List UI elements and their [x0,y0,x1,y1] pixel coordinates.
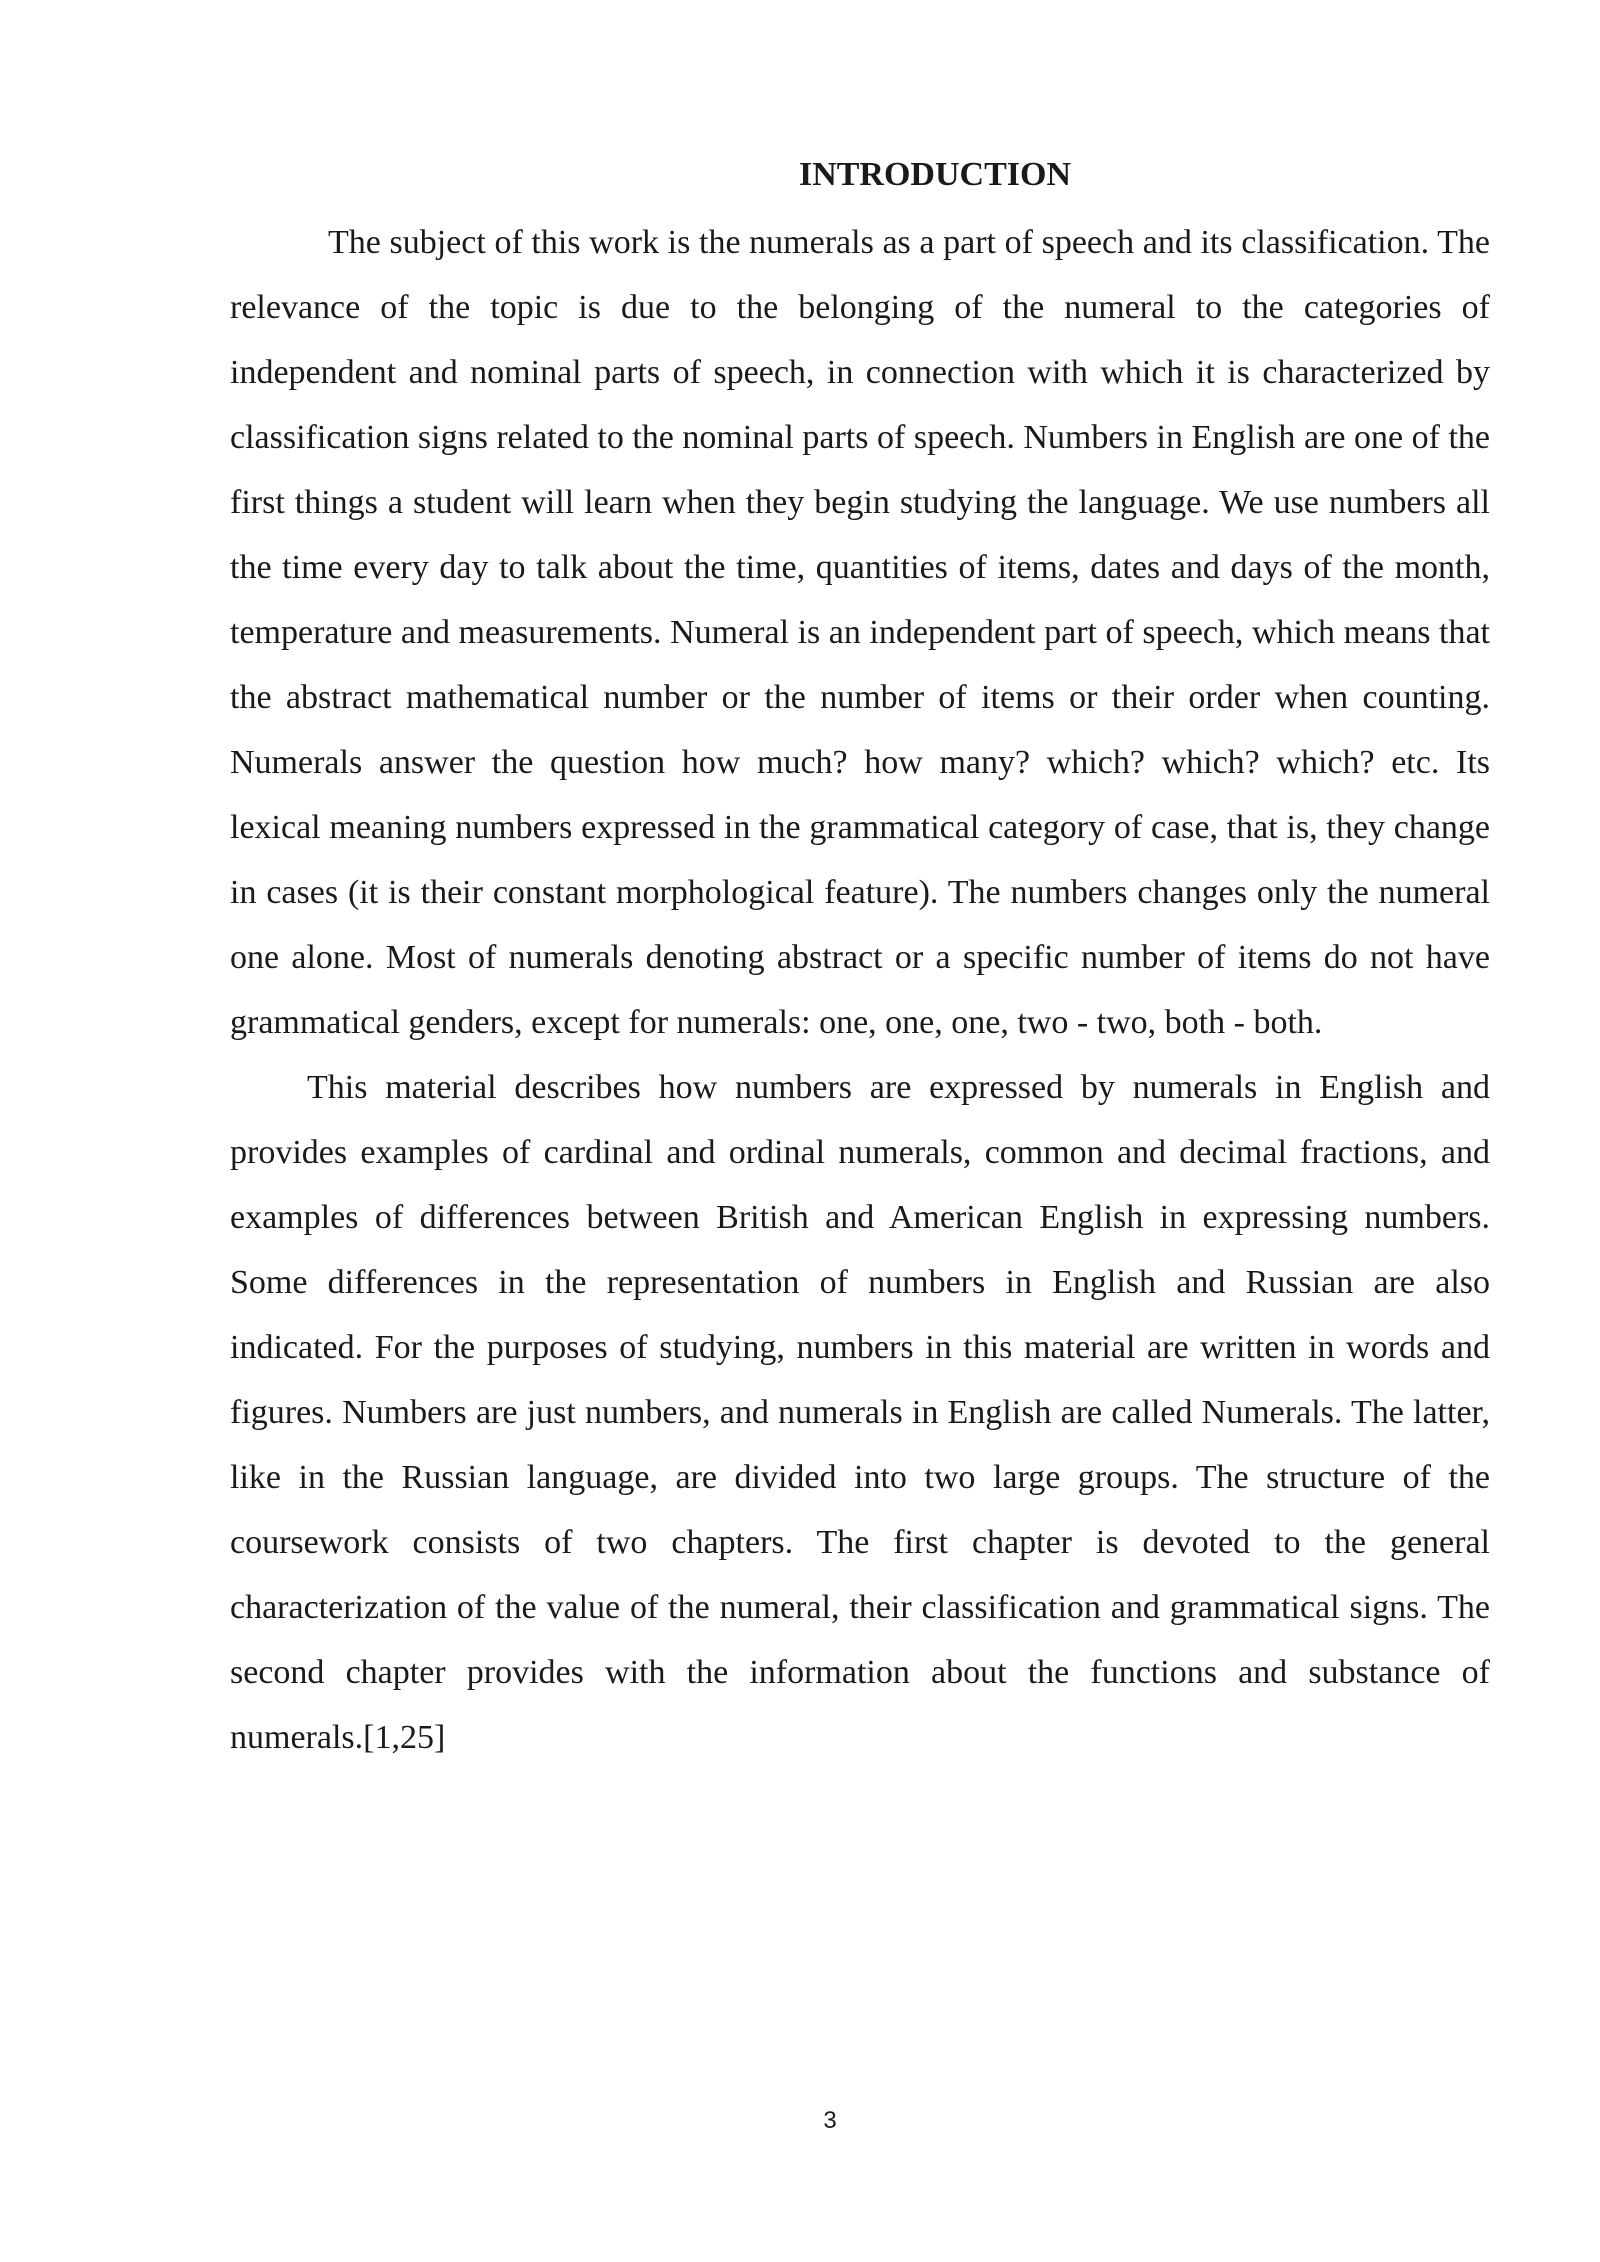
paragraph-1: The subject of this work is the numerals as a part of speech and its classification. The relevance of the topic is due to the belonging of the numeral to the categories of independent and nominal parts of speech, in connection with which it is characterized by classification signs related to the nominal parts of speech. Numbers in English are one of the first things a student will learn when they begin studying the language. We use numbers all the time every day to talk about the time, quantities of items, dates and days of the month, temperature and measurements. Numeral is an independent part of speech, which means that the abstract mathematical number or the number of items or their order when counting. Numerals answer the question how much? how many? which? which? which? etc. Its lexical meaning numbers expressed in the grammatical category of case, that is, they change in cases (it is their constant morphological feature). The numbers changes only the numeral one alone. Most of numerals denoting abstract or a specific number of items do not have grammatical genders, except for numerals: one, one, one, two - two, both - both. [230,224,1490,1041]
page-body [230,150,1490,1770]
page-number: 3 [823,2107,837,2134]
paragraph-2: This material describes how numbers are expressed by numerals in English and provides examples of cardinal and ordinal numerals, common and decimal fractions, and examples of differences between British and American English in expressing numbers. Some differences in the representation of numbers in English and Russian are also indicated. For the purposes of studying, numbers in this material are written in words and figures. Numbers are just numbers, and numerals in English are called Numerals. The latter, like in the Russian language, are divided into two large groups. The structure of the coursework consists of two chapters. The first chapter is devoted to the general characterization of the value of the numeral, their classification and grammatical signs. The second chapter provides with the information about the functions and substance of numerals.[1,25] [230,1069,1490,1756]
page-heading: INTRODUCTION [798,156,1072,193]
